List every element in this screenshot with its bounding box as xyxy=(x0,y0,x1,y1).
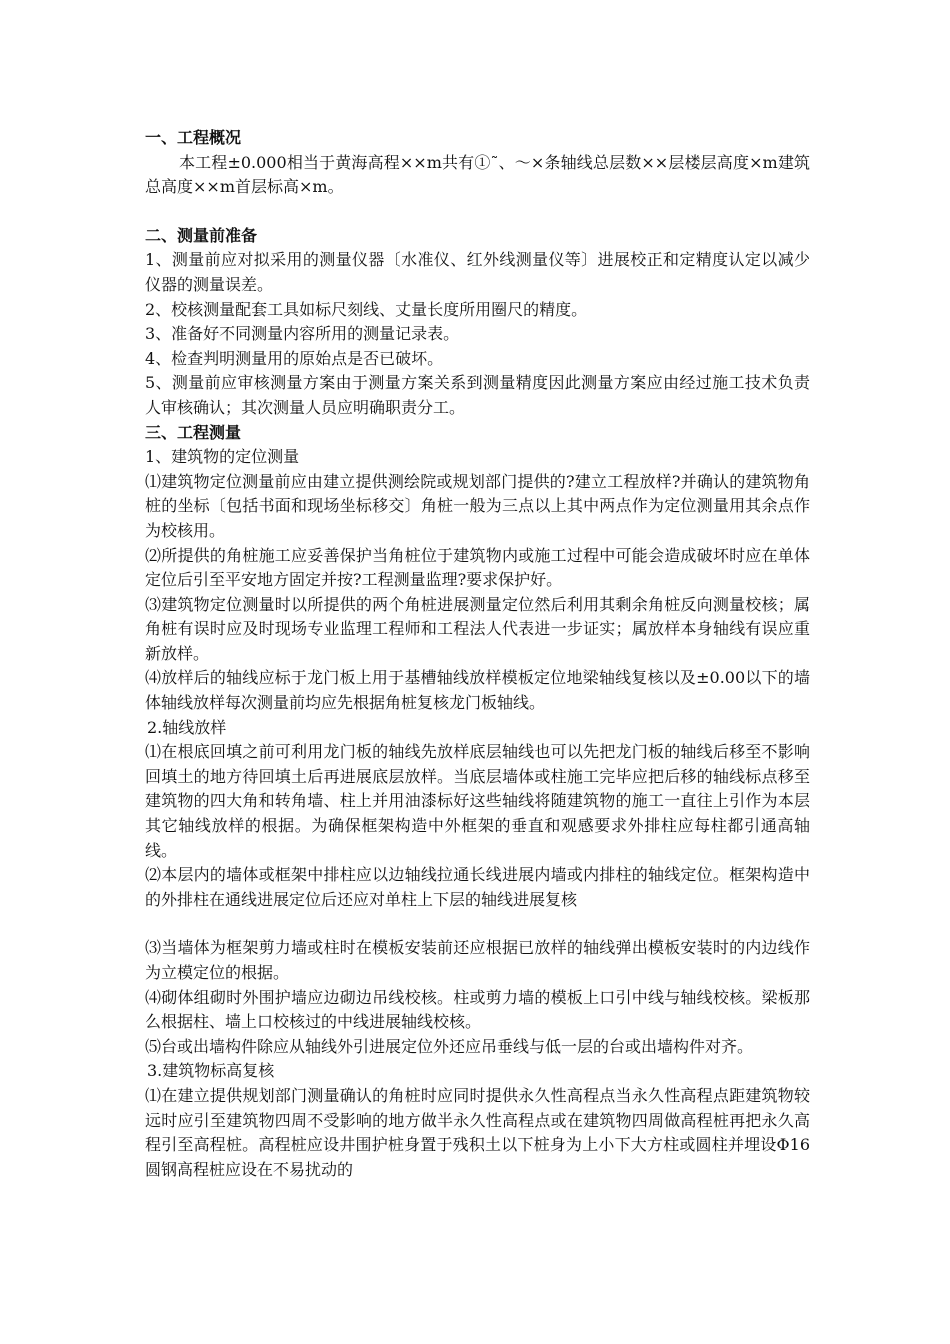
subsection-2-item: ⑸台或出墙构件除应从轴线外引进展定位外还应吊垂线与低一层的台或出墙构件对齐。 xyxy=(145,1036,754,1056)
spacer xyxy=(145,912,810,936)
document-page xyxy=(145,126,810,1182)
subsection-1-item: ⑵所提供的角桩施工应妥善保护当角桩位于建筑物内或施工过程中可能会造成破坏时应在单体定位后引至平安地方固定并按?工程测量监理?要求保护好。 xyxy=(145,545,810,590)
subsection-1-title: 1、建筑物的定位测量 xyxy=(145,447,300,467)
subsection-3-title: 3.建筑物标高复核 xyxy=(147,1061,275,1081)
subsection-1-item: ⑷放样后的轴线应标于龙门板上用于基槽轴线放样模板定位地梁轴线复核以及±0.00以下的墙体轴线放样每次测量前均应先根据角桩复核龙门板轴线。 xyxy=(145,668,810,713)
spacer xyxy=(145,200,810,224)
subsection-3-item: ⑴在建立提供规划部门测量确认的角桩时应同时提供永久性高程点当永久性高程点距建筑物较远时应引至建筑物四周不受影响的地方做半永久性高程点或在建筑物四周做高程桩再把永久高程引至高程桩。高程桩应设井围护桩身置于残积土以下桩身为上小下大方柱或圆柱并埋设Φ16圆钢高程桩应设在不易扰动的 xyxy=(145,1085,810,1179)
section-2-item: 5、测量前应审核测量方案由于测量方案关系到测量精度因此测量方案应由经过施工技术负责人审核确认；其次测量人员应明确职责分工。 xyxy=(145,373,810,417)
subsection-1-item: ⑴建筑物定位测量前应由建立提供测绘院或规划部门提供的?建立工程放样?并确认的建筑物角桩的坐标〔包括书面和现场坐标移交〕角桩一般为三点以上其中两点作为定位测量用其余点作为校核用。 xyxy=(145,471,810,540)
subsection-2-item: ⑴在根底回填之前可利用龙门板的轴线先放样底层轴线也可以先把龙门板的轴线后移至不影响回填土的地方待回填土后再进展底层放样。当底层墙体或柱施工完毕应把后移的轴线标点移至建筑物的四大角和转角墙、柱上并用油漆标好这些轴线将随建筑物的施工一直往上引作为本层其它轴线放样的根据。为确保框架构造中外框架的垂直和观感要求外排柱应每柱都引通高轴线。 xyxy=(145,742,810,860)
section-2-item: 3、准备好不同测量内容所用的测量记录表。 xyxy=(145,324,460,344)
subsection-2-item: ⑷砌体组砌时外围护墙应边砌边吊线校核。柱或剪力墙的模板上口引中线与轴线校核。梁板那么根据柱、墙上口校核过的中线进展轴线校核。 xyxy=(145,987,810,1032)
subsection-2-item: ⑶当墙体为框架剪力墙或柱时在模板安装前还应根据已放样的轴线弹出模板安装时的内边线作为立模定位的根据。 xyxy=(145,938,810,982)
section-2-item: 4、检查判明测量用的原始点是否已破坏。 xyxy=(145,348,444,368)
section-2-item: 1、测量前应对拟采用的测量仪器〔水准仪、红外线测量仪等〕进展校正和定精度认定以减少仪器的测量误差。 xyxy=(145,250,810,294)
section-1-paragraph: 本工程±0.000相当于黄海高程××m共有①˜、～×条轴线总层数××层楼层高度×m建筑总高度××m首层标高×m。 xyxy=(145,152,810,197)
subsection-2-title: 2.轴线放样 xyxy=(147,717,227,737)
section-2-title: 二、测量前准备 xyxy=(145,225,258,245)
section-2-item: 2、校核测量配套工具如标尺刻线、丈量长度所用圈尺的精度。 xyxy=(145,299,588,319)
section-3-title: 三、工程测量 xyxy=(145,422,242,442)
subsection-2-item: ⑵本层内的墙体或框架中排柱应以边轴线拉通长线进展内墙或内排柱的轴线定位。框架构造中的外排柱在通线进展定位后还应对单柱上下层的轴线进展复核 xyxy=(145,865,810,909)
subsection-1-item: ⑶建筑物定位测量时以所提供的两个角桩进展测量定位然后利用其剩余角桩反向测量校核；属角桩有误时应及时现场专业监理工程师和工程法人代表进一步证实；属放样本身轴线有误应重新放样。 xyxy=(145,594,810,663)
section-1-title: 一、工程概况 xyxy=(145,128,242,147)
